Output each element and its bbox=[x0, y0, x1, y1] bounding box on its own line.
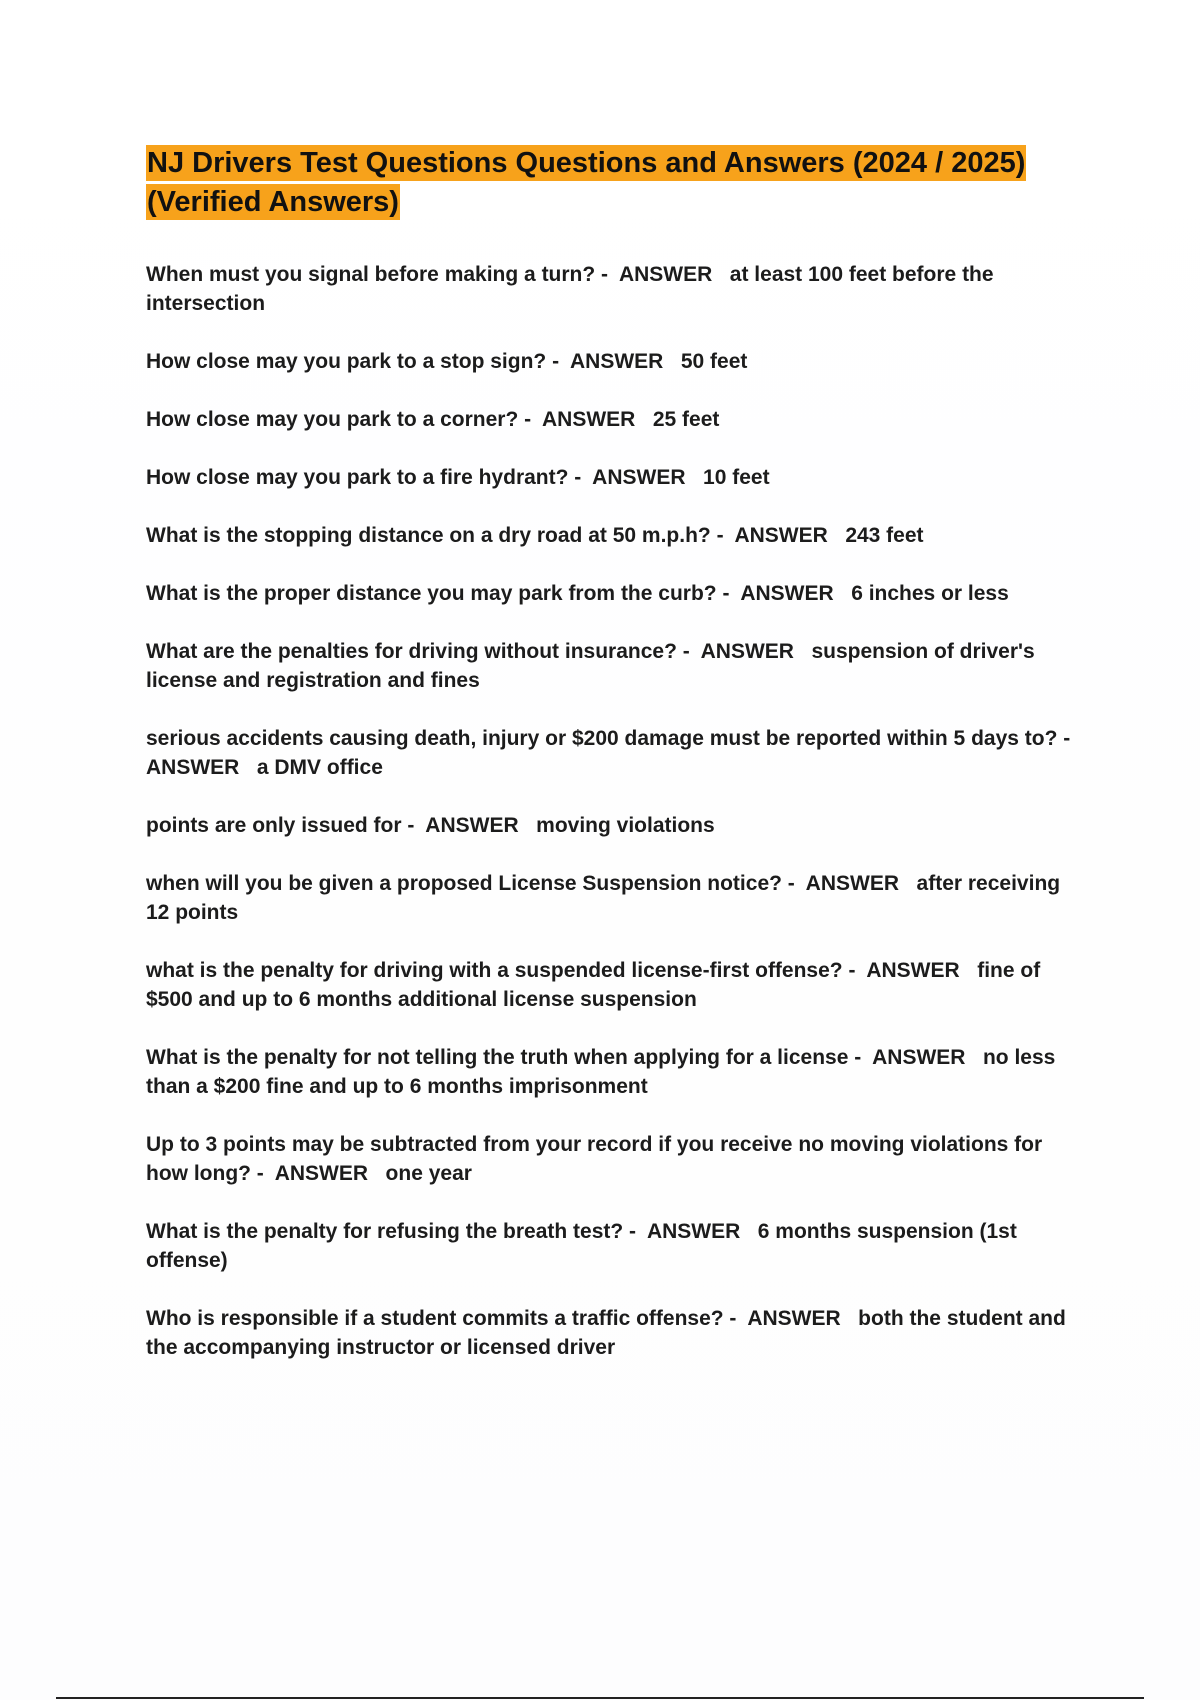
question-text: What is the penalty for refusing the breath test? - bbox=[146, 1220, 637, 1243]
answer-marker: ANSWER bbox=[569, 350, 664, 373]
answer-marker: ANSWER bbox=[542, 408, 636, 431]
question-text: Up to 3 points may be subtracted from your record if you receive no moving violations for how long? - bbox=[146, 1133, 1049, 1185]
answer-marker: ANSWER bbox=[146, 756, 240, 779]
qa-item bbox=[146, 1217, 1086, 1275]
page-bottom-rule bbox=[56, 1697, 1144, 1699]
answer-text: both the student and the accompanying instructor or licensed driver bbox=[146, 1307, 1072, 1359]
qa-list bbox=[146, 260, 1086, 1362]
qa-item bbox=[146, 347, 1086, 376]
qa-item bbox=[146, 260, 1086, 318]
qa-item bbox=[146, 869, 1086, 927]
question-text: what is the penalty for driving with a suspended license-first offense? - bbox=[146, 959, 856, 982]
qa-item bbox=[146, 1304, 1086, 1362]
answer-marker: ANSWER bbox=[740, 582, 834, 605]
answer-marker: ANSWER bbox=[274, 1162, 369, 1185]
qa-item bbox=[146, 1130, 1086, 1188]
question-text: What is the penalty for not telling the truth when applying for a license - bbox=[146, 1046, 862, 1069]
answer-marker: ANSWER bbox=[618, 263, 713, 286]
answer-text: 243 feet bbox=[845, 524, 924, 547]
answer-marker: ANSWER bbox=[734, 524, 828, 547]
question-text: points are only issued for - bbox=[146, 814, 415, 837]
qa-item bbox=[146, 521, 1086, 550]
answer-text: 50 feet bbox=[680, 350, 748, 373]
answer-marker: ANSWER bbox=[700, 640, 794, 663]
answer-text: fine of $500 and up to 6 months additional license suspension bbox=[146, 959, 1047, 1011]
answer-text: a DMV office bbox=[256, 756, 383, 779]
qa-item bbox=[146, 463, 1086, 492]
answer-text: 6 months suspension (1st offense) bbox=[146, 1220, 1023, 1272]
question-text: Who is responsible if a student commits a traffic offense? - bbox=[146, 1307, 737, 1330]
question-text: When must you signal before making a turn? - bbox=[146, 263, 609, 286]
answer-text: after receiving 12 points bbox=[146, 872, 1066, 924]
qa-item bbox=[146, 811, 1086, 840]
qa-item bbox=[146, 724, 1086, 782]
answer-marker: ANSWER bbox=[747, 1307, 841, 1330]
question-text: How close may you park to a corner? - bbox=[146, 408, 532, 431]
document-title-highlight: NJ Drivers Test Questions Questions and Answers (2024 / 2025) (Verified Answers) bbox=[147, 147, 1026, 218]
answer-text: no less than a $200 fine and up to 6 months imprisonment bbox=[146, 1046, 1062, 1098]
qa-item bbox=[146, 579, 1086, 608]
answer-marker: ANSWER bbox=[646, 1220, 741, 1243]
answer-text: at least 100 feet before the intersection bbox=[146, 263, 1000, 315]
question-text: What is the stopping distance on a dry road at 50 m.p.h? - bbox=[146, 524, 724, 547]
answer-text: moving violations bbox=[536, 814, 715, 837]
answer-marker: ANSWER bbox=[872, 1046, 966, 1069]
question-text: How close may you park to a stop sign? - bbox=[146, 350, 560, 373]
document-content bbox=[146, 144, 1086, 1391]
answer-marker: ANSWER bbox=[425, 814, 519, 837]
answer-text: one year bbox=[385, 1162, 472, 1185]
qa-item bbox=[146, 956, 1086, 1014]
question-text: What is the proper distance you may park from the curb? - bbox=[146, 582, 730, 605]
document-title bbox=[146, 144, 1086, 222]
answer-text: 6 inches or less bbox=[851, 582, 1009, 605]
question-text: What are the penalties for driving without insurance? - bbox=[146, 640, 690, 663]
qa-item bbox=[146, 637, 1086, 695]
qa-item bbox=[146, 1043, 1086, 1101]
answer-marker: ANSWER bbox=[866, 959, 960, 982]
answer-text: 10 feet bbox=[703, 466, 770, 489]
question-text: serious accidents causing death, injury or $200 damage must be reported within 5 days to? - bbox=[146, 727, 1071, 750]
qa-item bbox=[146, 405, 1086, 434]
answer-marker: ANSWER bbox=[805, 872, 900, 895]
question-text: when will you be given a proposed License Suspension notice? - bbox=[146, 872, 795, 895]
answer-text: 25 feet bbox=[652, 408, 720, 431]
question-text: How close may you park to a fire hydrant? - bbox=[146, 466, 582, 489]
answer-marker: ANSWER bbox=[592, 466, 686, 489]
answer-text: suspension of driver's license and registration and fines bbox=[146, 640, 1041, 692]
